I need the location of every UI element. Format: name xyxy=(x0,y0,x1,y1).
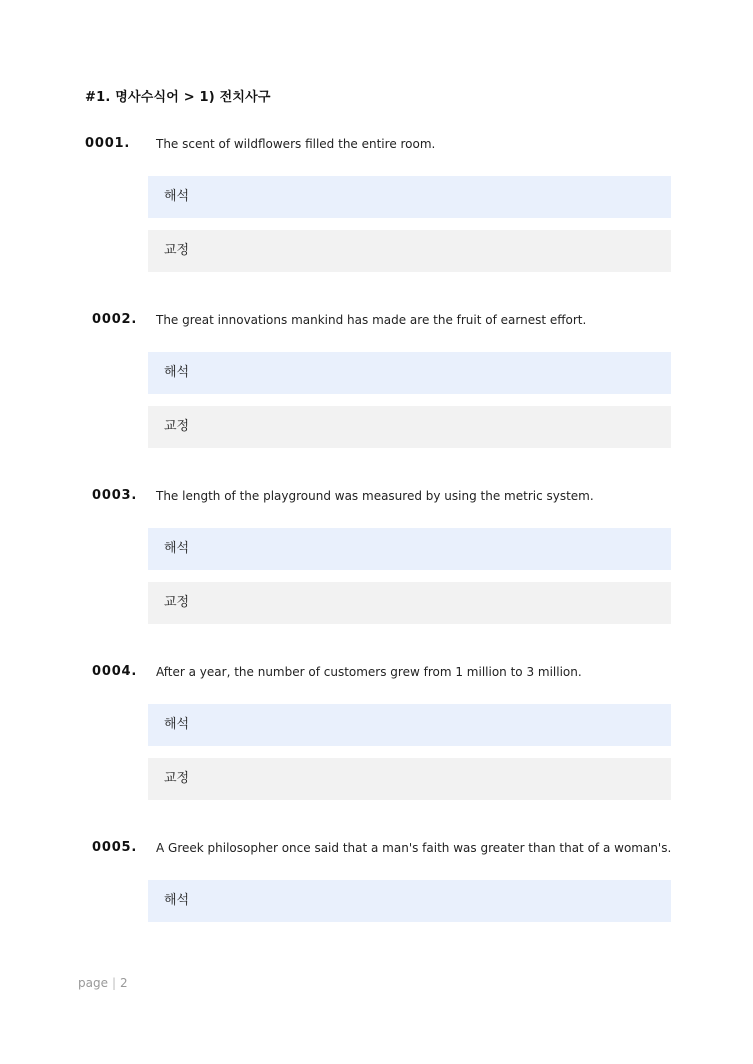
item-number: 0005. xyxy=(92,840,138,855)
item-number: 0003. xyxy=(92,488,138,503)
item-sentence: The great innovations mankind has made are the fruit of earnest effort. xyxy=(156,313,587,327)
footer-separator: | xyxy=(111,976,117,990)
section-heading: #1. 명사수식어 > 1) 전치사구 xyxy=(85,90,271,105)
item-sentence: The length of the playground was measured by using the metric system. xyxy=(156,489,594,503)
footer-page-number: 2 xyxy=(120,976,128,990)
footer-page-label: page xyxy=(78,976,108,990)
item-sentence: After a year, the number of customers grew from 1 million to 3 million. xyxy=(156,665,582,679)
interpretation-box[interactable]: 해석 xyxy=(148,704,671,746)
item-number: 0004. xyxy=(92,664,138,679)
item-sentence: A Greek philosopher once said that a man's faith was greater than that of a woman's. xyxy=(156,841,672,855)
correction-box[interactable]: 교정 xyxy=(148,582,671,624)
exercise-item xyxy=(0,664,753,844)
interpretation-box[interactable]: 해석 xyxy=(148,528,671,570)
exercise-item xyxy=(0,136,753,316)
interpretation-box[interactable]: 해석 xyxy=(148,352,671,394)
interpretation-box[interactable]: 해석 xyxy=(148,176,671,218)
interpretation-box[interactable]: 해석 xyxy=(148,880,671,922)
correction-box[interactable]: 교정 xyxy=(148,758,671,800)
exercise-item xyxy=(0,840,753,940)
item-sentence: The scent of wildflowers filled the entire room. xyxy=(156,137,436,151)
exercise-item xyxy=(0,312,753,492)
item-number: 0001. xyxy=(85,136,131,151)
correction-box[interactable]: 교정 xyxy=(148,230,671,272)
page-footer xyxy=(78,976,128,990)
correction-box[interactable]: 교정 xyxy=(148,406,671,448)
item-number: 0002. xyxy=(92,312,138,327)
exercise-item xyxy=(0,488,753,668)
